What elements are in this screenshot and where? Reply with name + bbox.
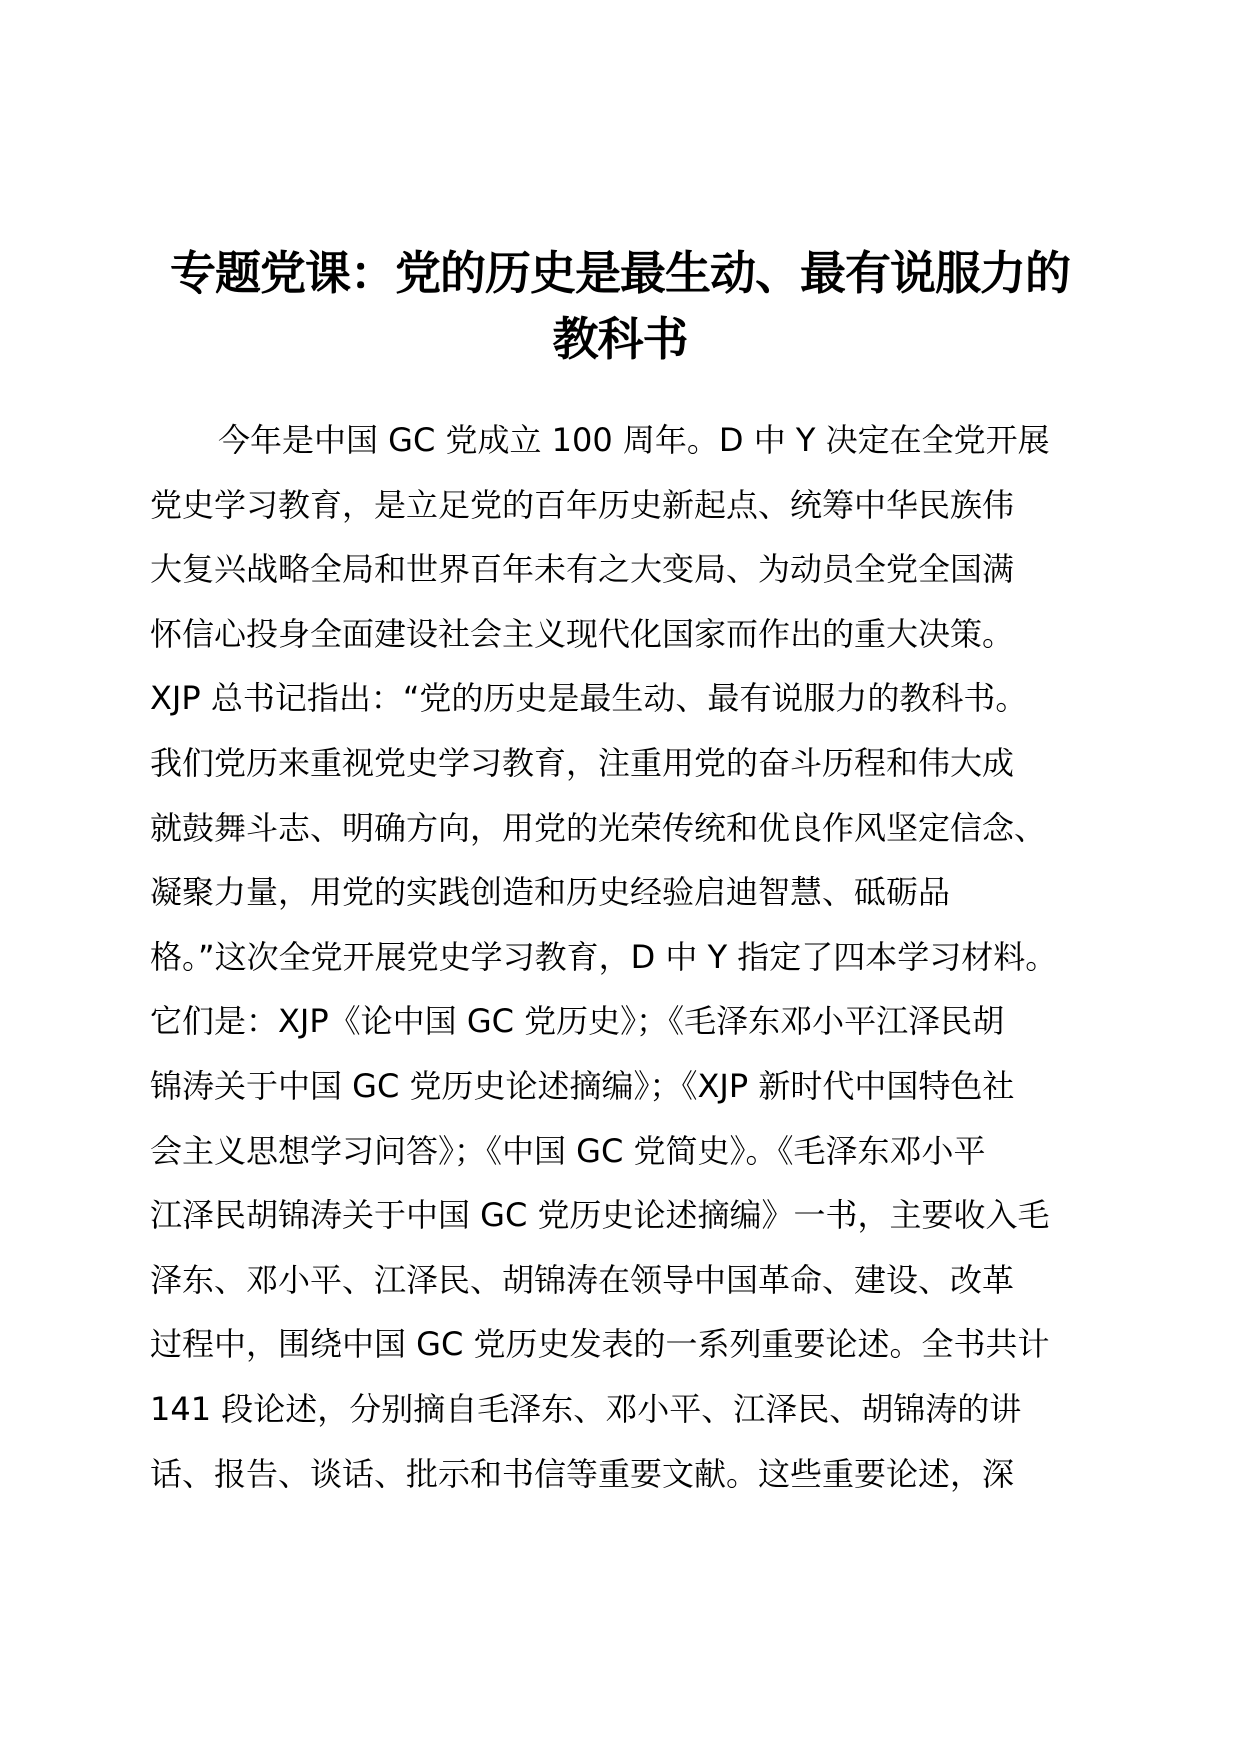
- body-line: 就鼓舞斗志、明确方向，用党的光荣传统和优良作风坚定信念、: [150, 808, 1047, 847]
- body-line: 我们党历来重视党史学习教育，注重用党的奋斗历程和伟大成: [150, 743, 1015, 782]
- body-line: 大复兴战略全局和世界百年未有之大变局、为动员全党全国满: [150, 550, 1015, 589]
- body-line: 141 段论述，分别摘自毛泽东、邓小平、江泽民、胡锦涛的讲: [150, 1389, 1022, 1428]
- document-title: [150, 240, 1090, 372]
- body-line: 泽东、邓小平、江泽民、胡锦涛在领导中国革命、建设、改革: [150, 1260, 1015, 1299]
- body-line: 格。”这次全党开展党史学习教育，D 中 Y 指定了四本学习材料。: [150, 937, 1058, 976]
- body-line: 话、报告、谈话、批示和书信等重要文献。这些重要论述，深: [150, 1454, 1015, 1493]
- body-line: 江泽民胡锦涛关于中国 GC 党历史论述摘编》一书，主要收入毛: [150, 1196, 1050, 1235]
- body-line: 它们是：XJP《论中国 GC 党历史》；《毛泽东邓小平江泽民胡: [150, 1002, 1005, 1041]
- body-line: XJP 总书记指出：“党的历史是最生动、最有说服力的教科书。: [150, 679, 1028, 718]
- body-line: 过程中，围绕中国 GC 党历史发表的一系列重要论述。全书共计: [150, 1325, 1050, 1364]
- title-line: 教科书: [552, 312, 688, 366]
- body-line: 会主义思想学习问答》；《中国 GC 党简史》。《毛泽东邓小平: [150, 1131, 986, 1170]
- document-body: [150, 408, 1110, 1506]
- body-line: 今年是中国 GC 党成立 100 周年。D 中 Y 决定在全党开展: [218, 421, 1050, 459]
- title-line: 专题党课：党的历史是最生动、最有说服力的: [170, 246, 1070, 300]
- body-line: 锦涛关于中国 GC 党历史论述摘编》；《XJP 新时代中国特色社: [150, 1066, 1015, 1105]
- body-line: 党史学习教育，是立足党的百年历史新起点、统筹中华民族伟: [150, 485, 1015, 524]
- body-line: 怀信心投身全面建设社会主义现代化国家而作出的重大决策。: [150, 614, 1015, 653]
- body-line: 凝聚力量，用党的实践创造和历史经验启迪智慧、砥砺品: [150, 873, 951, 912]
